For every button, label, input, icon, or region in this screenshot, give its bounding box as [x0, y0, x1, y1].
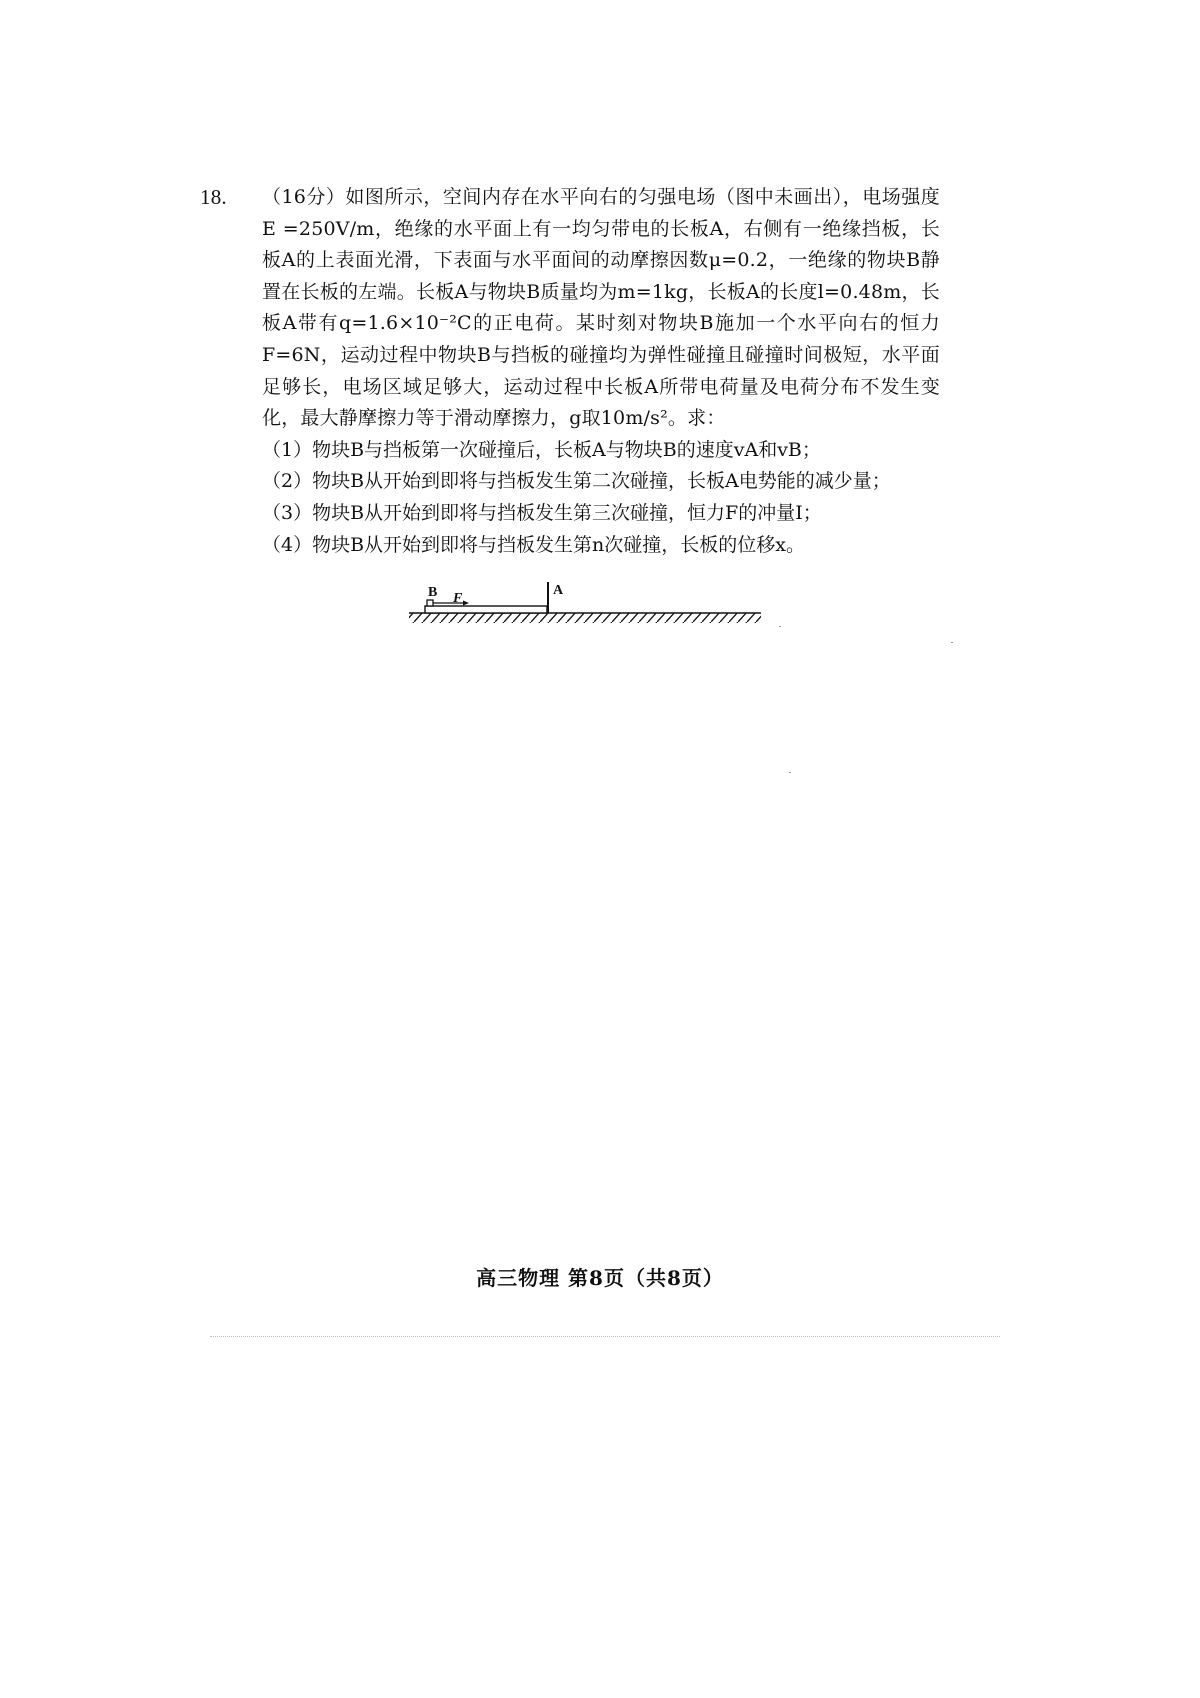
sub-question-4-text: （4）物块B从开始到即将与挡板发生第n次碰撞，长板的位移x。 — [262, 533, 806, 556]
sub-question-3-text: （3）物块B从开始到即将与挡板发生第三次碰撞，恒力F的冲量I； — [262, 501, 822, 524]
force-arrow-head — [463, 601, 469, 606]
label-plate-a: A — [553, 583, 564, 598]
sub-question-3 — [200, 498, 940, 530]
scan-speck — [789, 772, 791, 773]
sub-question-1 — [200, 435, 940, 467]
scan-speck — [951, 642, 953, 643]
scan-speck — [779, 626, 781, 627]
ground-hatching — [409, 613, 761, 623]
long-plate-a — [425, 606, 547, 613]
page-footer: 高三物理 第8页（共8页） — [476, 1266, 724, 1290]
page-divider — [210, 1336, 1000, 1337]
sub-question-2 — [200, 466, 940, 498]
question-body: （16分）如图所示，空间内存在水平向右的匀强电场（图中未画出），电场强度E =250V/m，绝缘的水平面上有一均匀带电的长板A，右侧有一绝缘挡板，长板A的上表面光滑，下表面与水平面间的动摩擦因数μ=0.2，一绝缘的物块B静置在长板的左端。长板A与物块B质量均为m=1kg，长板A的长度l=0.48m，长板A带有q=1.6×10⁻²C的正电荷。某时刻对物块B施加一个水平向右的恒力F=6N，运动过程中物块B与挡板的碰撞均为弹性碰撞且碰撞时间极短，水平面足够长，电场区域足够大，运动过程中长板A所带电荷量及电荷分布不发生变化，最大静摩擦力等于滑动摩擦力，g取10m/s²。求： — [262, 186, 940, 430]
label-block-b: B — [428, 585, 438, 600]
sub-question-list — [200, 435, 940, 561]
question-stem — [200, 182, 940, 435]
label-force-f: F — [453, 591, 463, 606]
question-number: 18. — [200, 185, 227, 209]
physics-diagram — [405, 572, 765, 628]
sub-question-4 — [200, 530, 940, 562]
question-18 — [200, 182, 940, 561]
sub-question-1-text: （1）物块B与挡板第一次碰撞后，长板A与物块B的速度vA和vB； — [262, 438, 821, 461]
block-b — [427, 600, 433, 606]
sub-question-2-text: （2）物块B从开始到即将与挡板发生第二次碰撞，长板A电势能的减少量； — [262, 470, 891, 493]
